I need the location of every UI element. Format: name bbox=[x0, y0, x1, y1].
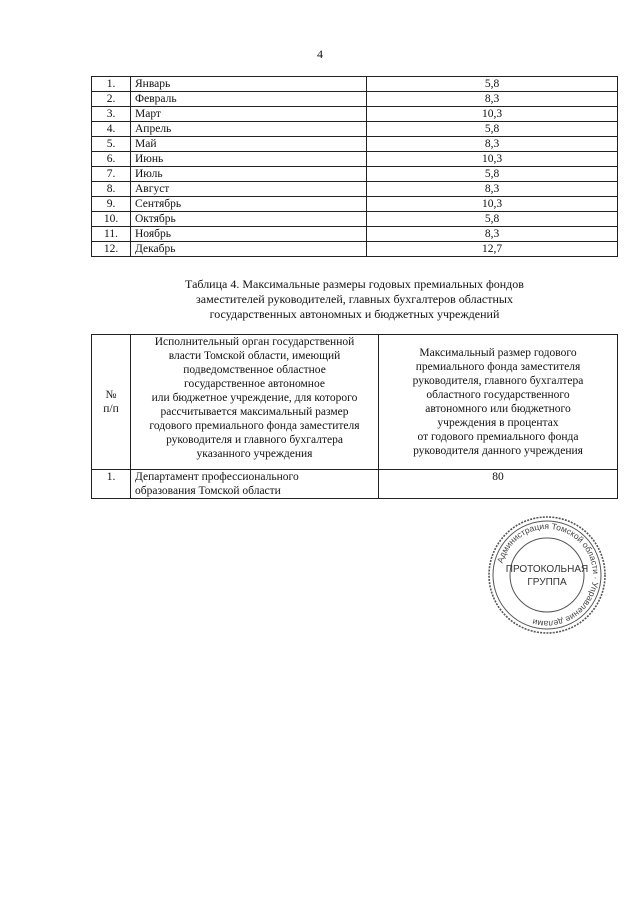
row-value-cell: 12,7 bbox=[367, 242, 618, 257]
row-value-cell: 8,3 bbox=[367, 137, 618, 152]
row-num-cell: 2. bbox=[92, 92, 131, 107]
table-row bbox=[92, 197, 618, 212]
header-num-symbol: № bbox=[105, 389, 117, 401]
row-value-cell: 5,8 bbox=[367, 167, 618, 182]
row-month-cell: Январь bbox=[131, 77, 367, 92]
header-max-line: руководителя, главного бухгалтера bbox=[412, 375, 584, 387]
stamp-center-line-2: ГРУППА bbox=[527, 577, 567, 588]
row-num-cell: 7. bbox=[92, 167, 131, 182]
row-num-cell: 6. bbox=[92, 152, 131, 167]
row-value-cell: 8,3 bbox=[367, 182, 618, 197]
row-organ-cell bbox=[131, 470, 379, 499]
caption-line: Таблица 4. Максимальные размеры годовых премиальных фондов bbox=[185, 277, 524, 291]
months-table bbox=[91, 76, 618, 257]
row-value-cell: 10,3 bbox=[367, 107, 618, 122]
header-num-abbr: п/п bbox=[103, 403, 119, 415]
row-value-cell: 5,8 bbox=[367, 77, 618, 92]
row-value-cell: 8,3 bbox=[367, 227, 618, 242]
row-organ-line: образования Томской области bbox=[135, 485, 281, 497]
row-month-cell: Сентябрь bbox=[131, 197, 367, 212]
stamp-center-line-1: ПРОТОКОЛЬНАЯ bbox=[505, 564, 589, 575]
row-value-cell: 10,3 bbox=[367, 152, 618, 167]
row-num-cell: 4. bbox=[92, 122, 131, 137]
header-organ-line: рассчитывается максимальный размер bbox=[160, 406, 349, 418]
header-max-line: от годового премиального фонда bbox=[417, 431, 579, 443]
official-stamp bbox=[486, 514, 608, 636]
header-organ-line: годового премиального фонда заместителя bbox=[149, 420, 360, 432]
table-row bbox=[92, 92, 618, 107]
row-num-cell: 11. bbox=[92, 227, 131, 242]
row-num-cell: 1. bbox=[92, 77, 131, 92]
header-organ-cell bbox=[131, 335, 379, 470]
table-row bbox=[92, 107, 618, 122]
row-num-cell: 8. bbox=[92, 182, 131, 197]
row-value-cell: 10,3 bbox=[367, 197, 618, 212]
table-row bbox=[92, 212, 618, 227]
row-month-cell: Март bbox=[131, 107, 367, 122]
table-row bbox=[92, 77, 618, 92]
header-organ-line: Исполнительный орган государственной bbox=[154, 336, 355, 348]
row-month-cell: Декабрь bbox=[131, 242, 367, 257]
table-row bbox=[92, 152, 618, 167]
row-month-cell: Апрель bbox=[131, 122, 367, 137]
table-row bbox=[92, 470, 618, 499]
stamp-ring-text: Администрация Томской области · Управление делами bbox=[494, 520, 602, 630]
row-num-cell: 1. bbox=[92, 470, 131, 499]
row-month-cell: Октябрь bbox=[131, 212, 367, 227]
row-value-cell: 5,8 bbox=[367, 212, 618, 227]
header-max-line: руководителя данного учреждения bbox=[413, 445, 583, 457]
header-max-line: учреждения в процентах bbox=[437, 417, 559, 429]
row-value-cell: 8,3 bbox=[367, 92, 618, 107]
header-organ-line: руководителя и главного бухгалтера bbox=[166, 434, 343, 446]
row-value-cell: 5,8 bbox=[367, 122, 618, 137]
header-organ-line: или бюджетное учреждение, для которого bbox=[151, 392, 358, 404]
row-month-cell: Ноябрь bbox=[131, 227, 367, 242]
row-num-cell: 5. bbox=[92, 137, 131, 152]
table-row bbox=[92, 182, 618, 197]
row-value-cell: 80 bbox=[379, 470, 618, 499]
row-num-cell: 3. bbox=[92, 107, 131, 122]
row-num-cell: 10. bbox=[92, 212, 131, 227]
row-num-cell: 9. bbox=[92, 197, 131, 212]
header-max-cell bbox=[379, 335, 618, 470]
header-organ-line: государственное автономное bbox=[184, 378, 325, 390]
header-max-line: Максимальный размер годового bbox=[419, 347, 577, 359]
caption-line: государственных автономных и бюджетных учреждений bbox=[209, 307, 500, 321]
premium-fund-table bbox=[91, 334, 618, 499]
table-row bbox=[92, 137, 618, 152]
row-month-cell: Август bbox=[131, 182, 367, 197]
header-organ-line: власти Томской области, имеющий bbox=[168, 350, 341, 362]
row-num-cell: 12. bbox=[92, 242, 131, 257]
table-header-row bbox=[92, 335, 618, 470]
row-organ-line: Департамент профессионального bbox=[135, 471, 299, 483]
row-month-cell: Февраль bbox=[131, 92, 367, 107]
header-max-line: областного государственного bbox=[426, 389, 570, 401]
table-row bbox=[92, 167, 618, 182]
header-organ-line: указанного учреждения bbox=[196, 448, 313, 460]
table4-caption bbox=[91, 277, 618, 322]
row-month-cell: Май bbox=[131, 137, 367, 152]
row-month-cell: Июль bbox=[131, 167, 367, 182]
row-month-cell: Июнь bbox=[131, 152, 367, 167]
header-organ-line: подведомственное областное bbox=[183, 364, 326, 376]
page-number: 4 bbox=[317, 47, 323, 61]
caption-line: заместителей руководителей, главных бухгалтеров областных bbox=[196, 292, 513, 306]
header-num-cell bbox=[92, 335, 131, 470]
header-max-line: премиального фонда заместителя bbox=[415, 361, 581, 373]
header-max-line: автономного или бюджетного bbox=[425, 403, 571, 415]
table-row bbox=[92, 227, 618, 242]
table-row bbox=[92, 122, 618, 137]
table-row bbox=[92, 242, 618, 257]
